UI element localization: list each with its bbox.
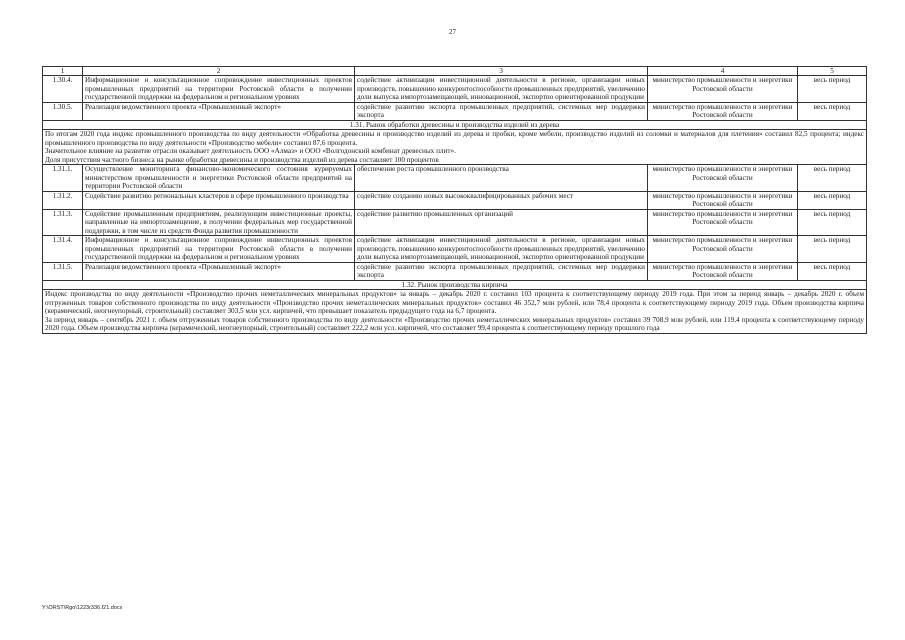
row-responsible: министерство промышленности и энергетики Ростовской области [648,165,798,192]
section-title: 1.31. Рынок обработки древесины и производства изделий из дерева [43,120,867,130]
header-col-5: 5 [798,67,867,76]
row-responsible: министерство промышленности и энергетики Ростовской области [648,102,798,120]
table-row [43,262,867,280]
row-period: весь период [798,102,867,120]
section-title-row [43,280,867,290]
row-period: весь период [798,165,867,192]
section-paragraph: Индекс производства по виду деятельности «Производство прочих неметаллических минеральных продуктов» за январь – декабрь 2020 г. составил 103 процента к соответствующему периоду 2019 года. При этом за период январь – декабрь 2020 г. объем отгруженных товаров собственного производства по виду деятельности «Производство прочих неметаллических минеральных продуктов» составил 46 352,7 млн рублей, или 78,4 процента к соответствующему периоду 2019 года. Объем производства кирпича (керамический, неогнеупорный, строительный) составляет 303,5 млн усл. кирпичей, что превышает показатель предыдущего года на 6,7 процента. [45,290,864,315]
row-number: 1.31.5. [43,262,83,280]
section-description-row [43,290,867,334]
row-result: содействие активизации инвестиционной деятельности в регионе, организации новых производств, повышению конкурентоспособности промышленных предприятий, увеличению доли выпуска импортозамещающей, инновационной, экспортно ориентированной продукции [355,236,648,263]
page-number: 27 [449,28,456,36]
section-paragraph: Доля присутствия частного бизнеса на рынке обработки древесины и производства изделий из дерева составляет 100 процентов [45,155,439,164]
row-action: Содействие развитию региональных кластеров в сфере промышленного производства [83,191,355,209]
row-action: Информационное и консультационное сопровождение инвестиционных проектов промышленных предприятий на территории Ростовской области в получении государственной поддержки на федеральном и региональном уровнях [83,236,355,263]
section-paragraph: Значительное влияние на развитие отрасли оказывает деятельность ООО «Алмаз» и ООО «Волгодонский комбинат древесных плит». [45,147,456,155]
table-row [43,209,867,236]
row-action: Информационное и консультационное сопровождение инвестиционных проектов промышленных предприятий на территории Ростовской области в получении государственной поддержки на федеральном и региональном уровнях [83,76,355,103]
row-number: 1.31.1. [43,165,83,192]
row-result: содействие развитию экспорта промышленных предприятий, системных мер поддержки экспорта [355,102,648,120]
measures-table [42,66,867,334]
section-paragraph: По итогам 2020 года индекс промышленного производства по виду деятельности «Обработка древесины и производство изделий из дерева и пробки, кроме мебели, производство изделий из соломки и материалов для плетения» составил 82,5 процента; индекс промышленного производства по виду деятельности «Производство мебели» составил 87,6 процента. [45,130,864,147]
row-responsible: министерство промышленности и энергетики Ростовской области [648,191,798,209]
row-number: 1.30.4. [43,76,83,103]
row-result: содействие развитию экспорта промышленных предприятий, системных мер поддержки экспорта [355,262,648,280]
section-description [43,130,867,165]
row-action: Осуществление мониторинга финансово-экономического состояния курируемых министерством промышленности и энергетики Ростовской области предприятий на территории Ростовской области [83,165,355,192]
header-col-1: 1 [43,67,83,76]
row-period: весь период [798,262,867,280]
row-result: содействие созданию новых высококвалифицированных рабочих мест [355,191,648,209]
row-number: 1.31.2. [43,191,83,209]
section-description [43,290,867,334]
row-period: весь период [798,209,867,236]
row-result: обеспечение роста промышленного производства [355,165,648,192]
row-action: Реализация ведомственного проекта «Промышленный экспорт» [83,262,355,280]
section-title-row [43,120,867,130]
row-result: содействие развитию промышленных организаций [355,209,648,236]
row-period: весь период [798,76,867,103]
row-action: Содействие промышленным предприятиям, реализующим инвестиционные проекты, направленные на импортозамещение, в получении федеральных мер государственной поддержки, в том числе из средств Фонда развития промышленности [83,209,355,236]
table-row [43,165,867,192]
row-action: Реализация ведомственного проекта «Промышленный экспорт» [83,102,355,120]
row-responsible: министерство промышленности и энергетики Ростовской области [648,76,798,103]
header-col-3: 3 [355,67,648,76]
header-col-2: 2 [83,67,355,76]
table-row [43,191,867,209]
row-responsible: министерство промышленности и энергетики Ростовской области [648,262,798,280]
table-row [43,76,867,103]
header-col-4: 4 [648,67,798,76]
row-result: содействие активизации инвестиционной деятельности в регионе, организации новых производств, повышению конкурентоспособности промышленных предприятий, увеличению доли выпуска импортозамещающей, инновационной, экспортно ориентированной продукции [355,76,648,103]
row-responsible: министерство промышленности и энергетики Ростовской области [648,209,798,236]
row-responsible: министерство промышленности и энергетики Ростовской области [648,236,798,263]
row-number: 1.31.4. [43,236,83,263]
file-path-footer: Y:\ORST\Rgo\1223r336.f21.docx [42,605,123,611]
table-row [43,102,867,120]
table-header-row [43,67,867,76]
row-period: весь период [798,236,867,263]
section-title: 1.32. Рынок производства кирпича [43,280,867,290]
row-number: 1.30.5. [43,102,83,120]
section-description-row [43,130,867,165]
section-paragraph: За период январь – сентябрь 2021 г. объем отгруженных товаров собственного производства по виду деятельности «Производство прочих неметаллических минеральных продуктов» составил 39 708,9 млн рублей, или 119,4 процента к соответствующему периоду 2020 года. Объем производства кирпича (керамический, неогнеупорный, строительный) составляет 222,2 млн усл. кирпичей, что составляет 99,4 процента к соответствующему периоду прошлого года [45,315,864,332]
table-row [43,236,867,263]
row-period: весь период [798,191,867,209]
row-number: 1.31.3. [43,209,83,236]
